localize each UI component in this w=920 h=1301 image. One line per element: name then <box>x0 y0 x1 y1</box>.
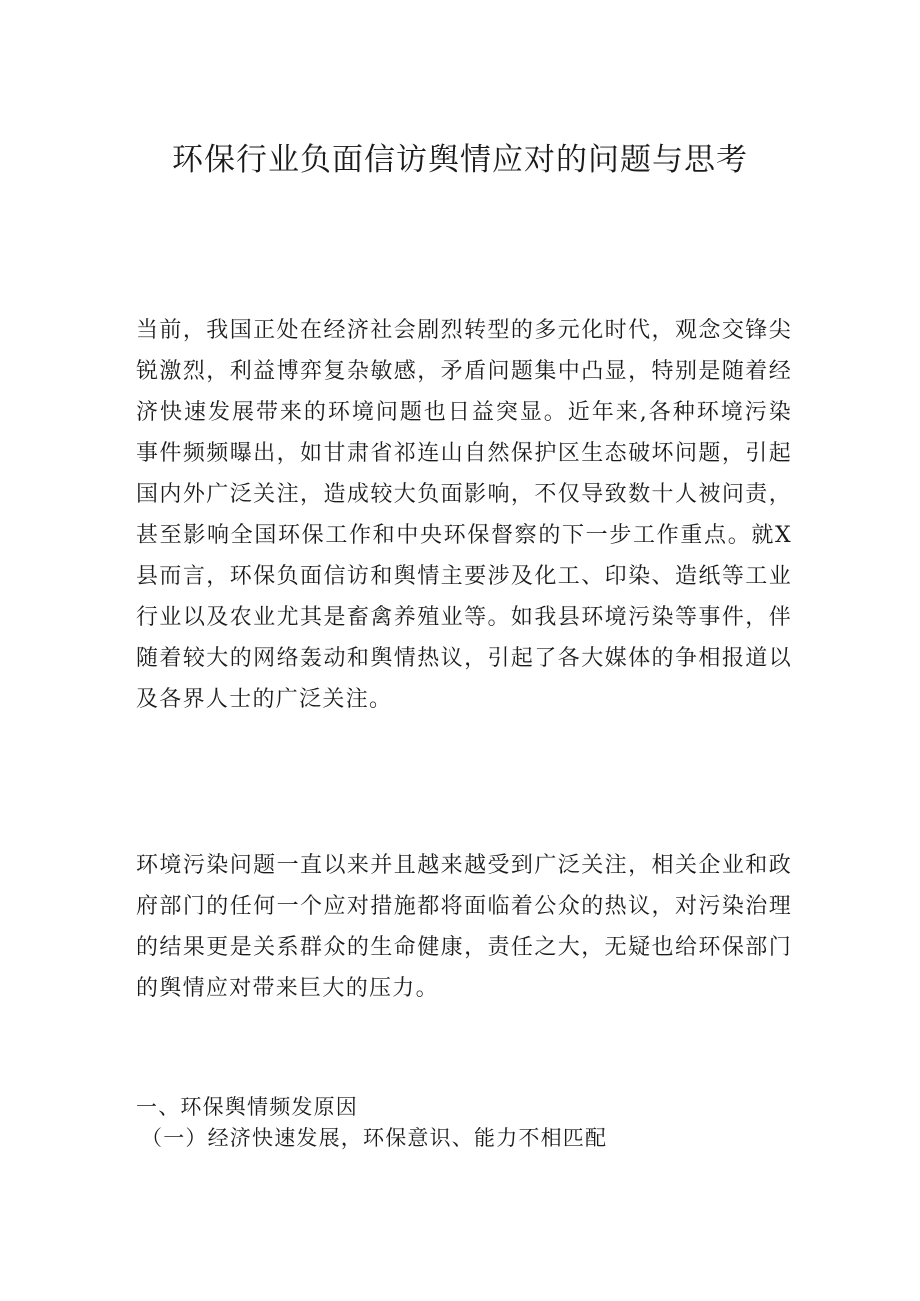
subsection-heading: （一）经济快速发展，环保意识、能力不相匹配 <box>141 1126 608 1150</box>
document-title: 环保行业负面信访舆情应对的问题与思考 <box>172 142 748 178</box>
body-paragraph: 当前，我国正处在经济社会剧烈转型的多元化时代，观念交锋尖锐激烈，利益博弈复杂敏感，矛盾问题集中凸显，特别是随着经济快速发展带来的环境问题也日益突显。近年来,各种环境污染事件频频曝出，如甘肃省祁连山自然保护区生态破坏问题，引起国内外广泛关注，造成较大负面影响，不仅导致数十人被问责，甚至影响全国环保工作和中央环保督察的下一步工作重点。就X县而言，环保负面信访和舆情主要涉及化工、印染、造纸等工业行业以及农业尤其是畜禽养殖业等。如我县环境污染等事件，伴随着较大的网络轰动和舆情热议，引起了各大媒体的争相报道以及各界人士的广泛关注。 <box>136 318 792 712</box>
body-paragraph: 环境污染问题一直以来并且越来越受到广泛关注，相关企业和政府部门的任何一个应对措施都将面临着公众的热议，对污染治理的结果更是关系群众的生命健康，责任之大，无疑也给环保部门的舆情应对带来巨大的压力。 <box>136 853 792 1001</box>
section-heading: 一、环保舆情频发原因 <box>136 1095 358 1119</box>
